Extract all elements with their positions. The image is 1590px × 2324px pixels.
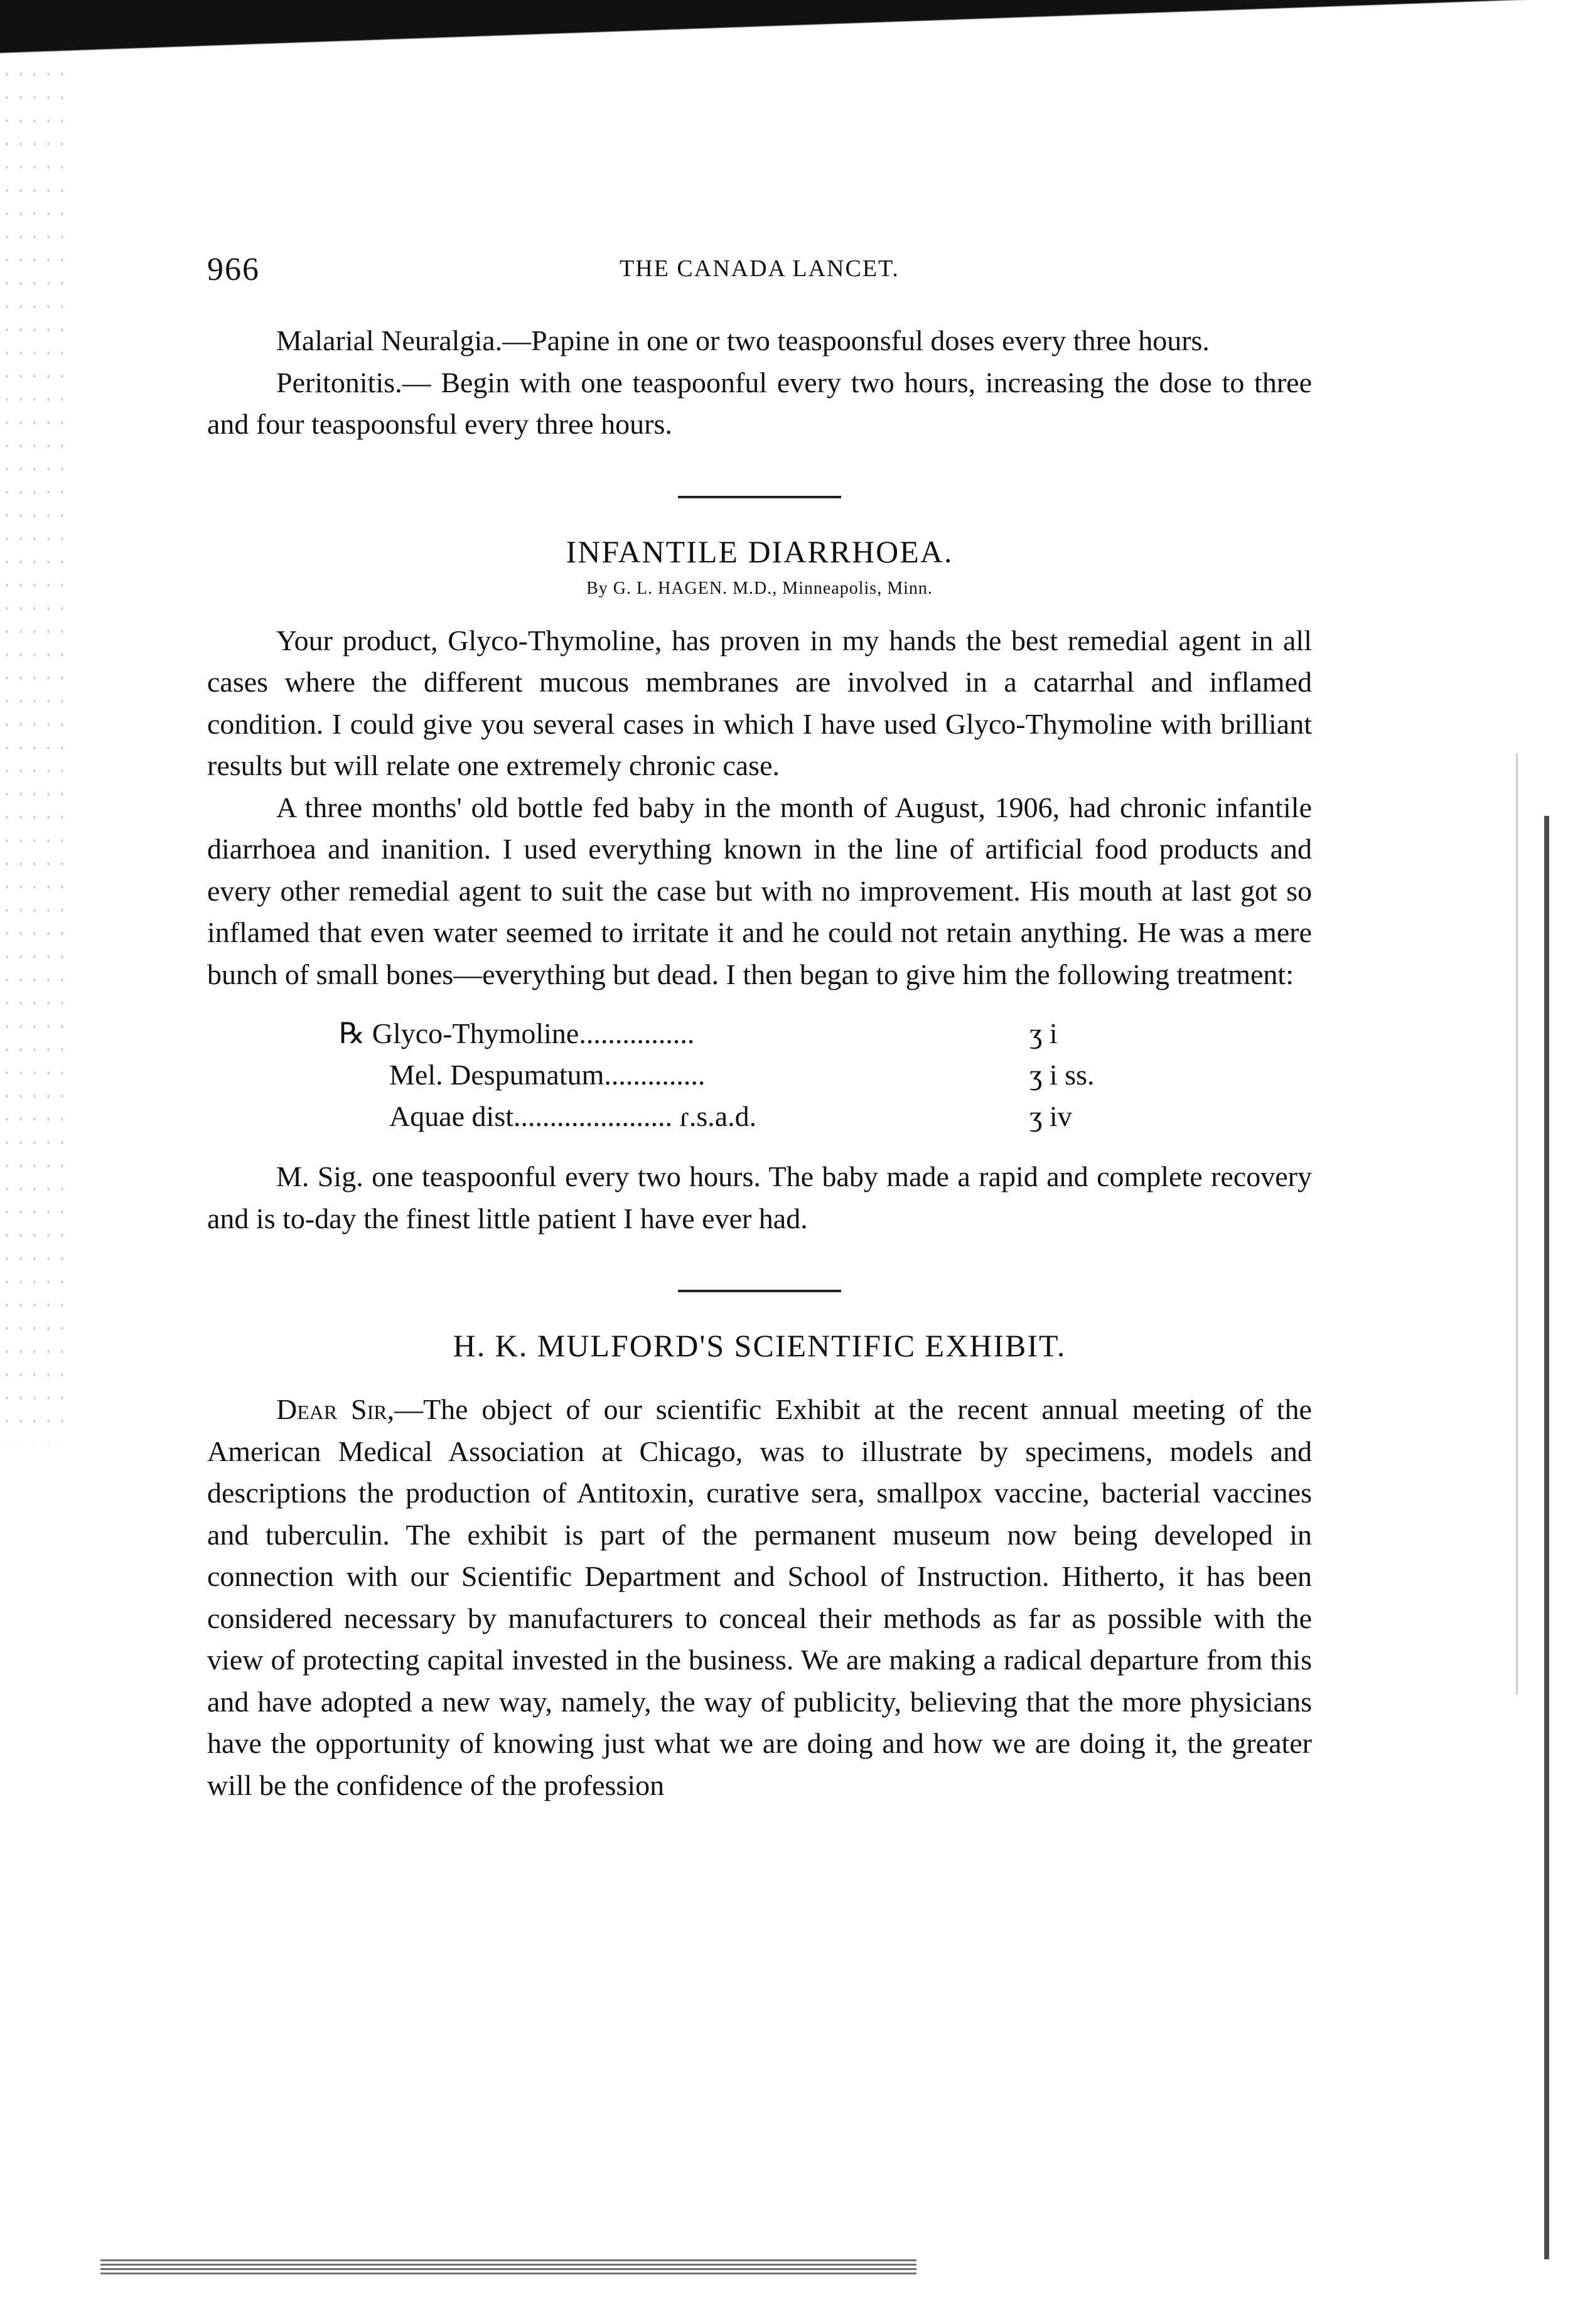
scan-edge-right	[1544, 816, 1549, 2259]
prescription-quantity: ʒ i ss.	[1029, 1059, 1095, 1091]
prescription-ingredient: Mel. Despumatum..............	[389, 1059, 706, 1091]
intro-section	[207, 320, 1312, 446]
section-divider	[678, 496, 841, 498]
scan-edge-bottom	[100, 2259, 916, 2277]
paragraph-malarial-neuralgia: Malarial Neuralgia.—Papine in one or two teaspoonsful doses every three hours.	[276, 324, 1210, 356]
article-mulford-exhibit	[207, 1327, 1312, 1806]
prescription-line	[207, 1013, 1312, 1054]
article-title: H. K. MULFORD'S SCIENTIFIC EXHIBIT.	[453, 1328, 1066, 1363]
article-title: INFANTILE DIARRHOEA.	[566, 533, 953, 569]
prescription-quantity: ʒ i	[1029, 1017, 1058, 1049]
running-head	[207, 251, 1312, 295]
article-paragraph: A three months' old bottle fed baby in the month of August, 1906, had chronic infantile diarrhoea and inanition. I used everything known in the line of artificial food products and every other remedial agent to suit the case but with no improvement. His mouth at last got so inflamed that even water seemed to irritate it and he could not retain anything. He was a mere bunch of small bones—everything but dead. I then began to give him the following treatment:	[207, 791, 1312, 990]
article-paragraph: Your product, Glyco-Thymoline, has proven in my hands the best remedial agent in all cases where the different mucous membranes are involved in a catarrhal and inflamed condition. I could give you several cases in which I have used Glyco-Thymoline with brilliant results but will relate one extremely chronic case.	[207, 624, 1312, 781]
article-letter	[207, 1389, 1312, 1806]
prescription-line	[207, 1096, 1312, 1137]
prescription-ingredient: ℞ Glyco-Thymoline................	[339, 1017, 695, 1049]
prescription-line	[207, 1054, 1312, 1096]
article-closing: M. Sig. one teaspoonful every two hours. The baby made a rapid and complete recovery and is to-day the finest little patient I have ever had.	[207, 1160, 1312, 1234]
page-number: 966	[207, 252, 260, 287]
journal-title: THE CANADA LANCET.	[620, 255, 900, 282]
letter-salutation: Dear Sir,	[276, 1393, 395, 1425]
article-infantile-diarrhoea	[207, 533, 1312, 1240]
article-byline: By G. L. HAGEN. M.D., Minneapolis, Minn.	[586, 578, 933, 598]
prescription-ingredient: Aquae dist...................... ɾ.s.a.d.	[389, 1100, 757, 1132]
paragraph-peritonitis: Peritonitis.— Begin with one teaspoonful every two hours, increasing the dose to three and four teaspoonsful every three hours.	[207, 366, 1312, 440]
prescription-quantity: ʒ iv	[1029, 1100, 1072, 1132]
scan-edge-top	[0, 0, 1590, 75]
letter-body: —The object of our scientific Exhibit at the recent annual meeting of the American Medical Association at Chicago, was to illustrate by specimens, models and descriptions the production of Antitoxin, curative sera, smallpox vaccine, bacterial vaccines and tuberculin. The exhibit is part of the permanent museum now being developed in connection with our Scientific Department and School of Instruction. Hitherto, it has been considered necessary by manufacturers to conceal their methods as far as possible with the view of protecting capital invested in the business. We are making a radical departure from this and have adopted a new way, namely, the way of publicity, believing that the more physicians have the opportunity of knowing just what we are doing and how we are doing it, the greater will be the confidence of the profession	[207, 1393, 1312, 1801]
scan-edge-right-faint	[1516, 753, 1518, 1695]
scan-edge-left	[0, 63, 69, 1443]
prescription	[207, 1013, 1312, 1138]
page-content	[207, 251, 1312, 1806]
section-divider	[678, 1290, 841, 1292]
